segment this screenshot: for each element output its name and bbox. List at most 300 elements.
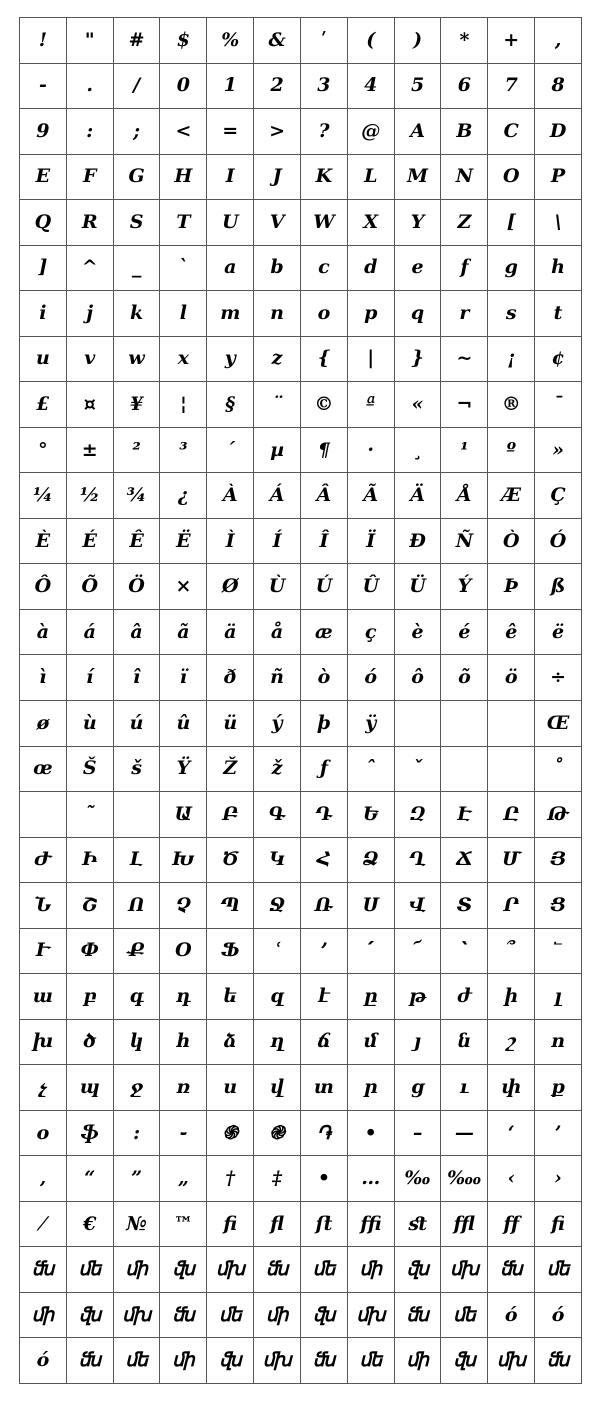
glyph-cell: ﬔ [301, 1247, 348, 1293]
glyph-cell: ղ [254, 1020, 301, 1066]
glyph-cell: ? [301, 109, 348, 155]
glyph-cell: ‡ [254, 1156, 301, 1202]
glyph-cell: ˜ [67, 792, 114, 838]
glyph-cell: × [160, 564, 207, 610]
glyph-cell: ú [114, 701, 161, 747]
glyph-cell: Ֆ [207, 929, 254, 975]
glyph-cell: Օ [160, 929, 207, 975]
glyph-cell: Յ [535, 838, 582, 884]
glyph-cell: Ս [348, 883, 395, 929]
glyph-cell: k [114, 291, 161, 337]
glyph-cell: դ [160, 974, 207, 1020]
glyph-cell: Š [67, 747, 114, 793]
glyph-cell: ﬖ [207, 1338, 254, 1384]
glyph-cell: ը [348, 974, 395, 1020]
glyph-cell: ° [20, 428, 67, 474]
glyph-cell: F [67, 155, 114, 201]
glyph-cell: Ծ [207, 838, 254, 884]
glyph-cell: å [254, 610, 301, 656]
glyph-cell: ﬖ [441, 1338, 488, 1384]
glyph-cell: K [301, 155, 348, 201]
glyph-cell: ՛ [348, 929, 395, 975]
glyph-cell: ﬁ [535, 1202, 582, 1248]
glyph-cell: 8 [535, 64, 582, 110]
glyph-cell: X [348, 200, 395, 246]
glyph-cell: ! [20, 18, 67, 64]
glyph-cell: ü [207, 701, 254, 747]
glyph-cell: Բ [207, 792, 254, 838]
glyph-cell: f [441, 246, 488, 292]
glyph-cell: B [441, 109, 488, 155]
glyph-cell: w [114, 337, 161, 383]
glyph-cell: Վ [395, 883, 442, 929]
glyph-cell: A [395, 109, 442, 155]
glyph-cell: ʹ [301, 18, 348, 64]
glyph-cell: û [160, 701, 207, 747]
glyph-cell: ﬓ [20, 1247, 67, 1293]
glyph-cell: _ [114, 246, 161, 292]
glyph-cell: ﬖ [395, 1247, 442, 1293]
glyph-cell: Ã [348, 473, 395, 519]
glyph-cell: Դ [301, 792, 348, 838]
glyph-cell: — [441, 1111, 488, 1157]
glyph-cell: † [207, 1156, 254, 1202]
glyph-cell: Â [301, 473, 348, 519]
glyph-cell: ó [348, 655, 395, 701]
glyph-cell: ե [207, 974, 254, 1020]
glyph-cell: v [67, 337, 114, 383]
glyph-cell: 6 [441, 64, 488, 110]
glyph-cell: ó [535, 1293, 582, 1339]
glyph-cell: ծ [67, 1020, 114, 1066]
glyph-cell: ﬓ [67, 1338, 114, 1384]
glyph-cell: № [114, 1202, 161, 1248]
glyph-cell: h [535, 246, 582, 292]
glyph-cell: 3 [301, 64, 348, 110]
glyph-cell: ց [395, 1065, 442, 1111]
glyph-cell: ‱ [441, 1156, 488, 1202]
glyph-cell: ﬂ [254, 1202, 301, 1248]
glyph-cell: ﬕ [114, 1247, 161, 1293]
glyph-cell: Y [395, 200, 442, 246]
glyph-cell: ï [160, 655, 207, 701]
glyph-cell: a [207, 246, 254, 292]
glyph-cell: ’ [535, 1111, 582, 1157]
glyph-cell: O [488, 155, 535, 201]
glyph-cell: • [301, 1156, 348, 1202]
glyph-cell: ¦ [160, 382, 207, 428]
glyph-cell: Þ [488, 564, 535, 610]
glyph-cell: ñ [254, 655, 301, 701]
glyph-cell: \ [535, 200, 582, 246]
glyph-cell: ‚ [20, 1156, 67, 1202]
glyph-cell: Ù [254, 564, 301, 610]
glyph-cell: : [114, 1111, 161, 1157]
glyph-cell: Գ [254, 792, 301, 838]
glyph-cell: á [67, 610, 114, 656]
glyph-cell: Ó [535, 519, 582, 565]
glyph-cell: # [114, 18, 161, 64]
glyph-cell: ª [348, 382, 395, 428]
glyph-cell: ր [348, 1065, 395, 1111]
glyph-cell: Ñ [441, 519, 488, 565]
glyph-cell: I [207, 155, 254, 201]
glyph-cell: Ç [535, 473, 582, 519]
glyph-cell: ¶ [301, 428, 348, 474]
glyph-cell: . [67, 64, 114, 110]
glyph-cell [488, 747, 535, 793]
glyph-cell: ժ [441, 974, 488, 1020]
glyph-cell: մ [348, 1020, 395, 1066]
glyph-cell: µ [254, 428, 301, 474]
glyph-cell: S [114, 200, 161, 246]
glyph-cell: Q [20, 200, 67, 246]
glyph-cell: ﬗ [114, 1293, 161, 1339]
glyph-cell: ﬕ [254, 1293, 301, 1339]
glyph-cell: ò [301, 655, 348, 701]
glyph-cell: Ï [348, 519, 395, 565]
glyph-cell: ½ [67, 473, 114, 519]
glyph-cell: ÷ [535, 655, 582, 701]
glyph-cell: ` [160, 246, 207, 292]
glyph-cell: à [20, 610, 67, 656]
glyph-cell: օ [20, 1111, 67, 1157]
glyph-cell: Ü [395, 564, 442, 610]
glyph-cell: = [207, 109, 254, 155]
glyph-cell: ˚ [535, 747, 582, 793]
glyph-cell: ÿ [348, 701, 395, 747]
glyph-cell: ø [20, 701, 67, 747]
glyph-cell: Թ [535, 792, 582, 838]
glyph-cell: $ [160, 18, 207, 64]
glyph-cell: ) [395, 18, 442, 64]
glyph-cell [395, 701, 442, 747]
glyph-cell: ¥ [114, 382, 161, 428]
glyph-cell: Ú [301, 564, 348, 610]
glyph-cell: 2 [254, 64, 301, 110]
glyph-cell: ý [254, 701, 301, 747]
glyph-cell: Չ [160, 883, 207, 929]
glyph-cell: Ä [395, 473, 442, 519]
glyph-cell: ﬕ [20, 1293, 67, 1339]
glyph-cell: | [348, 337, 395, 383]
glyph-cell: Ե [348, 792, 395, 838]
glyph-cell: ó [488, 1293, 535, 1339]
glyph-cell: r [441, 291, 488, 337]
glyph-cell: ա [20, 974, 67, 1020]
glyph-cell: œ [20, 747, 67, 793]
glyph-cell: Î [301, 519, 348, 565]
glyph-cell: … [348, 1156, 395, 1202]
glyph-cell: { [301, 337, 348, 383]
glyph-cell: @ [348, 109, 395, 155]
glyph-cell: շ [488, 1020, 535, 1066]
glyph-cell: E [20, 155, 67, 201]
glyph-cell: ƒ [301, 747, 348, 793]
glyph-cell: l [160, 291, 207, 337]
glyph-cell: G [114, 155, 161, 201]
glyph-cell: ֆ [67, 1111, 114, 1157]
glyph-cell: % [207, 18, 254, 64]
glyph-grid [19, 17, 582, 1384]
glyph-cell: W [301, 200, 348, 246]
glyph-cell: j [67, 291, 114, 337]
glyph-cell: Å [441, 473, 488, 519]
glyph-cell: Ô [20, 564, 67, 610]
glyph-cell: Շ [67, 883, 114, 929]
glyph-cell: ¯ [535, 382, 582, 428]
glyph-cell: x [160, 337, 207, 383]
glyph-cell: ձ [207, 1020, 254, 1066]
glyph-cell: ւ [441, 1065, 488, 1111]
glyph-cell: ® [488, 382, 535, 428]
glyph-cell: ] [20, 246, 67, 292]
glyph-cell: " [67, 18, 114, 64]
glyph-cell: ք [535, 1065, 582, 1111]
glyph-cell: Ք [114, 929, 161, 975]
glyph-cell: ռ [160, 1065, 207, 1111]
glyph-cell: ՜ [395, 929, 442, 975]
glyph-cell: Ž [207, 747, 254, 793]
glyph-cell: ž [254, 747, 301, 793]
glyph-cell: < [160, 109, 207, 155]
glyph-cell: ¬ [441, 382, 488, 428]
glyph-cell: ¡ [488, 337, 535, 383]
glyph-cell: ՝ [441, 929, 488, 975]
glyph-cell: q [395, 291, 442, 337]
glyph-cell: ﬕ [160, 1338, 207, 1384]
glyph-cell: Ճ [441, 838, 488, 884]
glyph-cell: ի [488, 974, 535, 1020]
glyph-cell: յ [395, 1020, 442, 1066]
glyph-cell: ¨ [254, 382, 301, 428]
glyph-cell: Ò [488, 519, 535, 565]
glyph-cell: Հ [301, 838, 348, 884]
glyph-cell: ó [20, 1338, 67, 1384]
glyph-cell: * [441, 18, 488, 64]
glyph-cell: ^ [67, 246, 114, 292]
glyph-cell [114, 792, 161, 838]
glyph-cell: š [114, 747, 161, 793]
glyph-cell: թ [395, 974, 442, 1020]
glyph-cell: ՟ [535, 929, 582, 975]
glyph-cell: § [207, 382, 254, 428]
glyph-cell: խ [20, 1020, 67, 1066]
glyph-cell: i [20, 291, 67, 337]
glyph-cell: ﬓ [254, 1247, 301, 1293]
glyph-cell: » [535, 428, 582, 474]
glyph-cell: ; [114, 109, 161, 155]
glyph-cell: Ձ [348, 838, 395, 884]
glyph-cell: « [395, 382, 442, 428]
glyph-cell: ֊ [160, 1111, 207, 1157]
glyph-cell: u [20, 337, 67, 383]
glyph-cell: ո [535, 1020, 582, 1066]
glyph-cell [441, 701, 488, 747]
glyph-cell: Լ [114, 838, 161, 884]
glyph-cell: ﬗ [254, 1338, 301, 1384]
glyph-cell: ֍ [207, 1111, 254, 1157]
glyph-cell: d [348, 246, 395, 292]
glyph-cell: Ø [207, 564, 254, 610]
glyph-cell: ´ [207, 428, 254, 474]
glyph-cell: Ê [114, 519, 161, 565]
glyph-cell: î [114, 655, 161, 701]
glyph-cell: վ [254, 1065, 301, 1111]
glyph-cell: æ [301, 610, 348, 656]
glyph-cell: Ո [114, 883, 161, 929]
glyph-cell: n [254, 291, 301, 337]
glyph-cell: â [114, 610, 161, 656]
glyph-cell: : [67, 109, 114, 155]
glyph-cell: ” [114, 1156, 161, 1202]
glyph-cell: ™ [160, 1202, 207, 1248]
glyph-cell: 1 [207, 64, 254, 110]
glyph-cell: y [207, 337, 254, 383]
glyph-cell: › [535, 1156, 582, 1202]
glyph-cell: Խ [160, 838, 207, 884]
glyph-cell: Կ [254, 838, 301, 884]
glyph-cell: բ [67, 974, 114, 1020]
glyph-cell: ՞ [488, 929, 535, 975]
glyph-cell: ﬀ [488, 1202, 535, 1248]
glyph-cell: ¸ [395, 428, 442, 474]
glyph-cell: Ր [488, 883, 535, 929]
glyph-cell: / [114, 64, 161, 110]
glyph-cell: Մ [488, 838, 535, 884]
glyph-cell: ﬖ [67, 1293, 114, 1339]
glyph-cell: C [488, 109, 535, 155]
glyph-cell: Ð [395, 519, 442, 565]
glyph-cell: հ [160, 1020, 207, 1066]
glyph-cell: © [301, 382, 348, 428]
glyph-cell: 0 [160, 64, 207, 110]
glyph-cell: H [160, 155, 207, 201]
glyph-cell: ± [67, 428, 114, 474]
glyph-cell: ﬔ [348, 1338, 395, 1384]
glyph-cell: ¼ [20, 473, 67, 519]
glyph-cell: ՙ [254, 929, 301, 975]
glyph-cell: £ [20, 382, 67, 428]
glyph-cell: զ [254, 974, 301, 1020]
glyph-cell: Զ [395, 792, 442, 838]
glyph-cell: N [441, 155, 488, 201]
glyph-cell: ﬓ [395, 1293, 442, 1339]
glyph-cell: ˆ [348, 747, 395, 793]
glyph-cell: L [348, 155, 395, 201]
glyph-cell: ﬁ [207, 1202, 254, 1248]
glyph-cell: À [207, 473, 254, 519]
glyph-cell: ՚ [301, 929, 348, 975]
glyph-cell: Փ [67, 929, 114, 975]
glyph-cell: M [395, 155, 442, 201]
glyph-cell: 4 [348, 64, 395, 110]
glyph-cell: ( [348, 18, 395, 64]
glyph-cell: ö [488, 655, 535, 701]
glyph-cell: “ [67, 1156, 114, 1202]
glyph-cell: ¢ [535, 337, 582, 383]
glyph-cell: ë [535, 610, 582, 656]
glyph-cell: Ի [67, 838, 114, 884]
glyph-cell: · [348, 428, 395, 474]
glyph-cell: ﬔ [207, 1293, 254, 1339]
glyph-cell: Ì [207, 519, 254, 565]
glyph-cell: գ [114, 974, 161, 1020]
glyph-cell: [ [488, 200, 535, 246]
glyph-cell: ‹ [488, 1156, 535, 1202]
glyph-cell: „ [160, 1156, 207, 1202]
glyph-cell: ç [348, 610, 395, 656]
glyph-cell: Ÿ [160, 747, 207, 793]
glyph-cell: ⁄ [20, 1202, 67, 1248]
glyph-cell: Z [441, 200, 488, 246]
glyph-cell: ճ [301, 1020, 348, 1066]
glyph-cell: 9 [20, 109, 67, 155]
glyph-cell: ¾ [114, 473, 161, 519]
glyph-cell: p [348, 291, 395, 337]
glyph-cell: Ց [535, 883, 582, 929]
glyph-cell: b [254, 246, 301, 292]
glyph-cell: ﬗ [207, 1247, 254, 1293]
glyph-cell: ‰ [395, 1156, 442, 1202]
glyph-cell: Í [254, 519, 301, 565]
glyph-cell: Û [348, 564, 395, 610]
glyph-cell: ù [67, 701, 114, 747]
glyph-cell: þ [301, 701, 348, 747]
glyph-cell [488, 701, 535, 747]
glyph-cell: չ [20, 1065, 67, 1111]
glyph-cell: ջ [114, 1065, 161, 1111]
glyph-cell: ß [535, 564, 582, 610]
glyph-cell: ﬗ [441, 1247, 488, 1293]
glyph-cell: z [254, 337, 301, 383]
glyph-cell: > [254, 109, 301, 155]
glyph-cell: 7 [488, 64, 535, 110]
glyph-cell: è [395, 610, 442, 656]
glyph-cell: ﬖ [301, 1293, 348, 1339]
glyph-cell: ﬔ [535, 1247, 582, 1293]
glyph-cell: R [67, 200, 114, 246]
glyph-cell: Ë [160, 519, 207, 565]
glyph-cell: ã [160, 610, 207, 656]
glyph-cell: é [441, 610, 488, 656]
glyph-cell [20, 792, 67, 838]
glyph-cell: c [301, 246, 348, 292]
glyph-cell: , [535, 18, 582, 64]
glyph-cell: ì [20, 655, 67, 701]
glyph-cell: Ջ [254, 883, 301, 929]
glyph-cell: È [20, 519, 67, 565]
glyph-cell: P [535, 155, 582, 201]
glyph-cell: ﬃ [348, 1202, 395, 1248]
glyph-cell: ﬅ [301, 1202, 348, 1248]
glyph-cell: Ղ [395, 838, 442, 884]
glyph-cell: s [488, 291, 535, 337]
glyph-cell: ˇ [395, 747, 442, 793]
glyph-cell: ﬗ [348, 1293, 395, 1339]
glyph-cell: Է [441, 792, 488, 838]
glyph-cell: լ [535, 974, 582, 1020]
glyph-cell: g [488, 246, 535, 292]
glyph-cell: • [348, 1111, 395, 1157]
glyph-cell: ﬔ [114, 1338, 161, 1384]
glyph-cell: ն [441, 1020, 488, 1066]
glyph-cell: ﬓ [535, 1338, 582, 1384]
glyph-cell: ﬕ [395, 1338, 442, 1384]
glyph-cell: Ժ [20, 838, 67, 884]
glyph-cell: T [160, 200, 207, 246]
glyph-cell: U [207, 200, 254, 246]
